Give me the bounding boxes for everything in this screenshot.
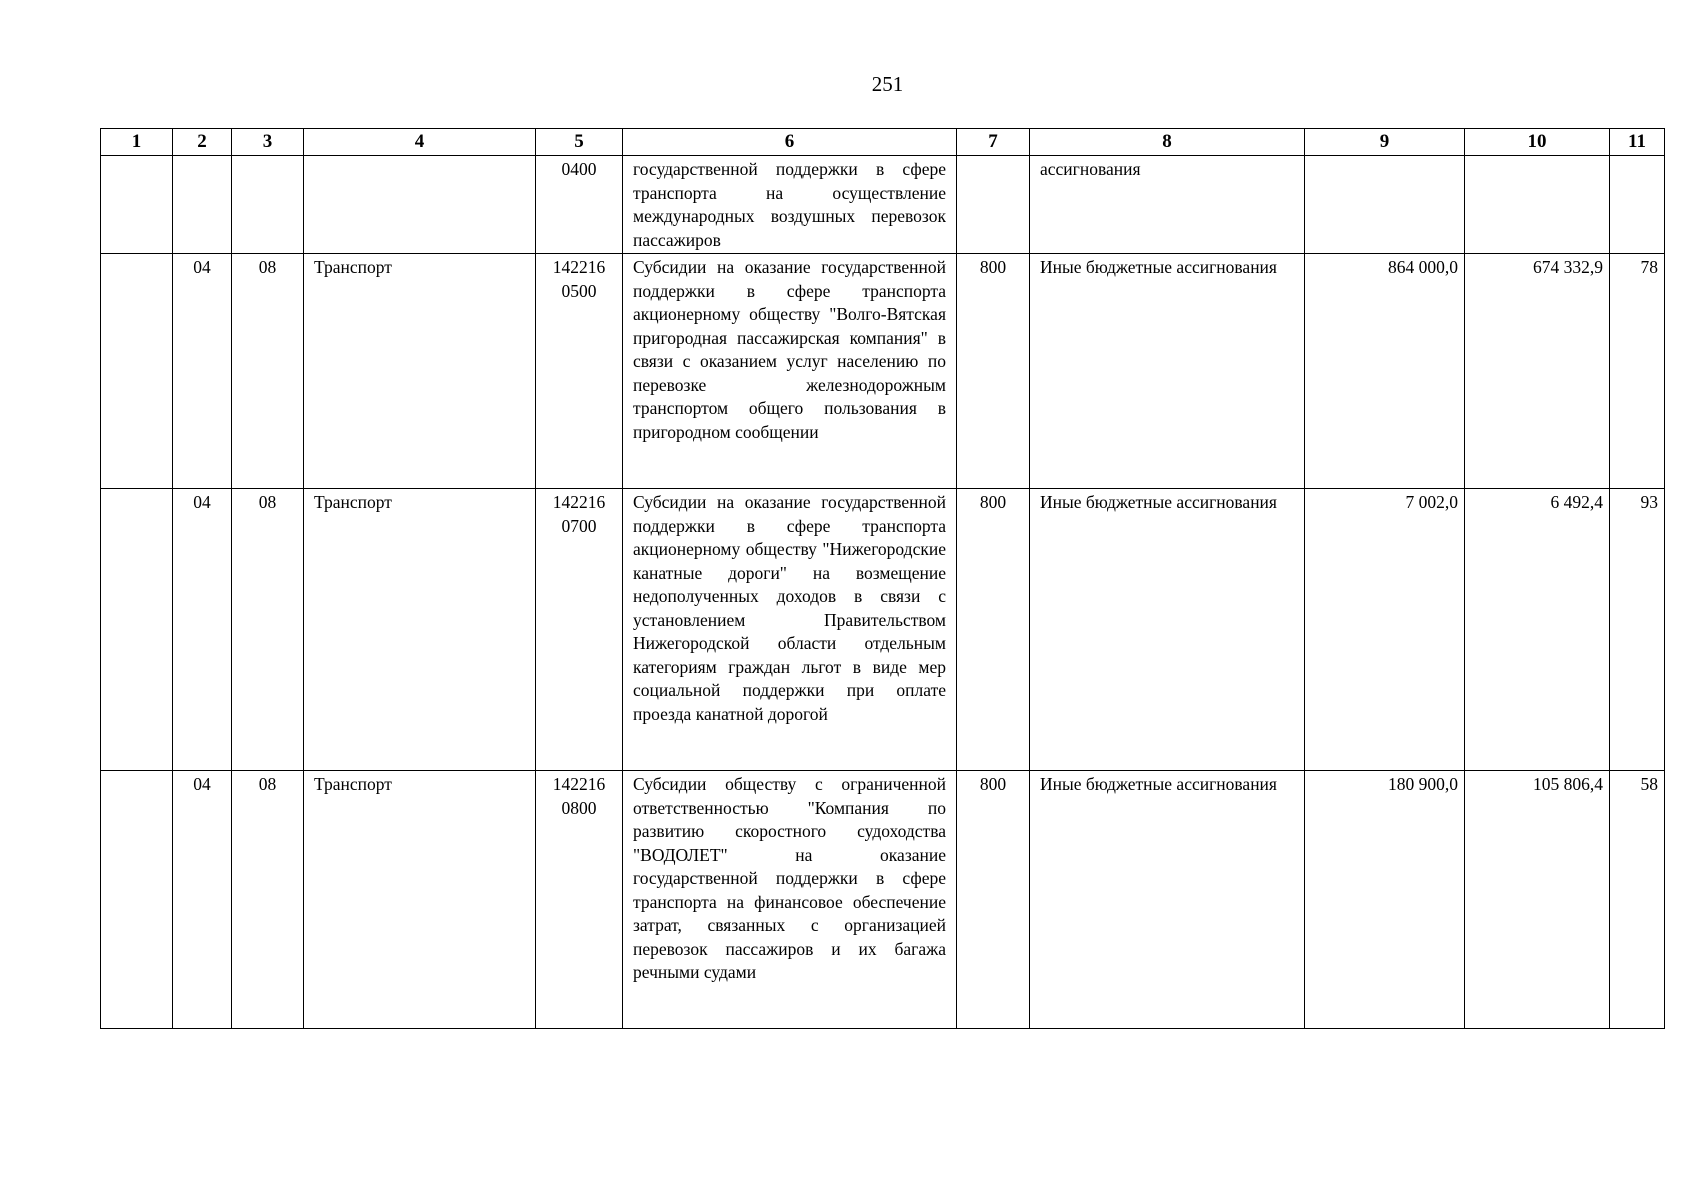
cell-c3: 08 bbox=[232, 489, 304, 771]
code-line: 0700 bbox=[561, 515, 597, 536]
cell-c6: государственной поддержки в сфере транспорта на осуществление международных воздушных перевозок пассажиров bbox=[623, 156, 957, 254]
code-line: 142216 bbox=[552, 774, 606, 794]
column-header: 2 bbox=[173, 129, 232, 156]
cell-c5 bbox=[536, 156, 623, 254]
code-line: 142216 bbox=[552, 257, 606, 277]
cell-c10: 105 806,4 bbox=[1465, 771, 1610, 1029]
column-header: 4 bbox=[304, 129, 536, 156]
cell-c2: 04 bbox=[173, 771, 232, 1029]
column-header: 7 bbox=[957, 129, 1030, 156]
cell-c11: 58 bbox=[1610, 771, 1665, 1029]
cell-c6: Субсидии обществу с ограниченной ответственностью "Компания по развитию скоростного судоходства "ВОДОЛЕТ" на оказание государственной поддержки в сфере транспорта на финансовое обеспечение затрат, связанных с организацией перевозок пассажиров и их багажа речными судами bbox=[623, 771, 957, 1029]
cell-c10 bbox=[1465, 156, 1610, 254]
column-header: 11 bbox=[1610, 129, 1665, 156]
cell-c4: Транспорт bbox=[304, 489, 536, 771]
cell-c11 bbox=[1610, 156, 1665, 254]
code-line: 0400 bbox=[561, 159, 597, 179]
code-line: 0500 bbox=[561, 280, 597, 301]
column-header: 9 bbox=[1305, 129, 1465, 156]
code-line: 142216 bbox=[552, 492, 606, 512]
cell-c6: Субсидии на оказание государственной поддержки в сфере транспорта акционерному обществу "Нижегородские канатные дороги" на возмещение недополученных доходов в связи с установлением Правительством Нижегородской области отдельным категориям граждан льгот в виде мер социальной поддержки при оплате проезда канатной дорогой bbox=[623, 489, 957, 771]
table-row bbox=[101, 156, 1665, 254]
table-row bbox=[101, 489, 1665, 771]
column-header: 1 bbox=[101, 129, 173, 156]
cell-c9: 7 002,0 bbox=[1305, 489, 1465, 771]
cell-c6: Субсидии на оказание государственной поддержки в сфере транспорта акционерному обществу "Волго-Вятская пригородная пассажирская компания" в связи с оказанием услуг населению по перевозке железнодорожным транспортом общего пользования в пригородном сообщении bbox=[623, 254, 957, 489]
cell-c2 bbox=[173, 156, 232, 254]
cell-c2: 04 bbox=[173, 254, 232, 489]
cell-c4 bbox=[304, 156, 536, 254]
cell-c3: 08 bbox=[232, 254, 304, 489]
cell-c8: Иные бюджетные ассигнования bbox=[1030, 489, 1305, 771]
cell-c1 bbox=[101, 489, 173, 771]
cell-c8: Иные бюджетные ассигнования bbox=[1030, 771, 1305, 1029]
cell-c3: 08 bbox=[232, 771, 304, 1029]
cell-c9: 864 000,0 bbox=[1305, 254, 1465, 489]
cell-c2: 04 bbox=[173, 489, 232, 771]
cell-c7: 800 bbox=[957, 489, 1030, 771]
cell-c4: Транспорт bbox=[304, 771, 536, 1029]
cell-c3 bbox=[232, 156, 304, 254]
column-header: 10 bbox=[1465, 129, 1610, 156]
table-row bbox=[101, 254, 1665, 489]
cell-c8: ассигнования bbox=[1030, 156, 1305, 254]
cell-c9 bbox=[1305, 156, 1465, 254]
cell-c1 bbox=[101, 771, 173, 1029]
cell-c1 bbox=[101, 156, 173, 254]
cell-c10: 674 332,9 bbox=[1465, 254, 1610, 489]
column-header: 6 bbox=[623, 129, 957, 156]
cell-c7: 800 bbox=[957, 254, 1030, 489]
cell-c7 bbox=[957, 156, 1030, 254]
cell-c11: 78 bbox=[1610, 254, 1665, 489]
cell-c10: 6 492,4 bbox=[1465, 489, 1610, 771]
cell-c9: 180 900,0 bbox=[1305, 771, 1465, 1029]
cell-c7: 800 bbox=[957, 771, 1030, 1029]
column-header: 3 bbox=[232, 129, 304, 156]
cell-c1 bbox=[101, 254, 173, 489]
cell-c5 bbox=[536, 254, 623, 489]
page-number: 251 bbox=[871, 72, 904, 96]
cell-c11: 93 bbox=[1610, 489, 1665, 771]
budget-table bbox=[100, 128, 1665, 1029]
cell-c4: Транспорт bbox=[304, 254, 536, 489]
table-row bbox=[101, 771, 1665, 1029]
cell-c5 bbox=[536, 771, 623, 1029]
column-header: 8 bbox=[1030, 129, 1305, 156]
column-header: 5 bbox=[536, 129, 623, 156]
header-row bbox=[101, 129, 1665, 156]
cell-c5 bbox=[536, 489, 623, 771]
code-line: 0800 bbox=[561, 797, 597, 818]
cell-c8: Иные бюджетные ассигнования bbox=[1030, 254, 1305, 489]
